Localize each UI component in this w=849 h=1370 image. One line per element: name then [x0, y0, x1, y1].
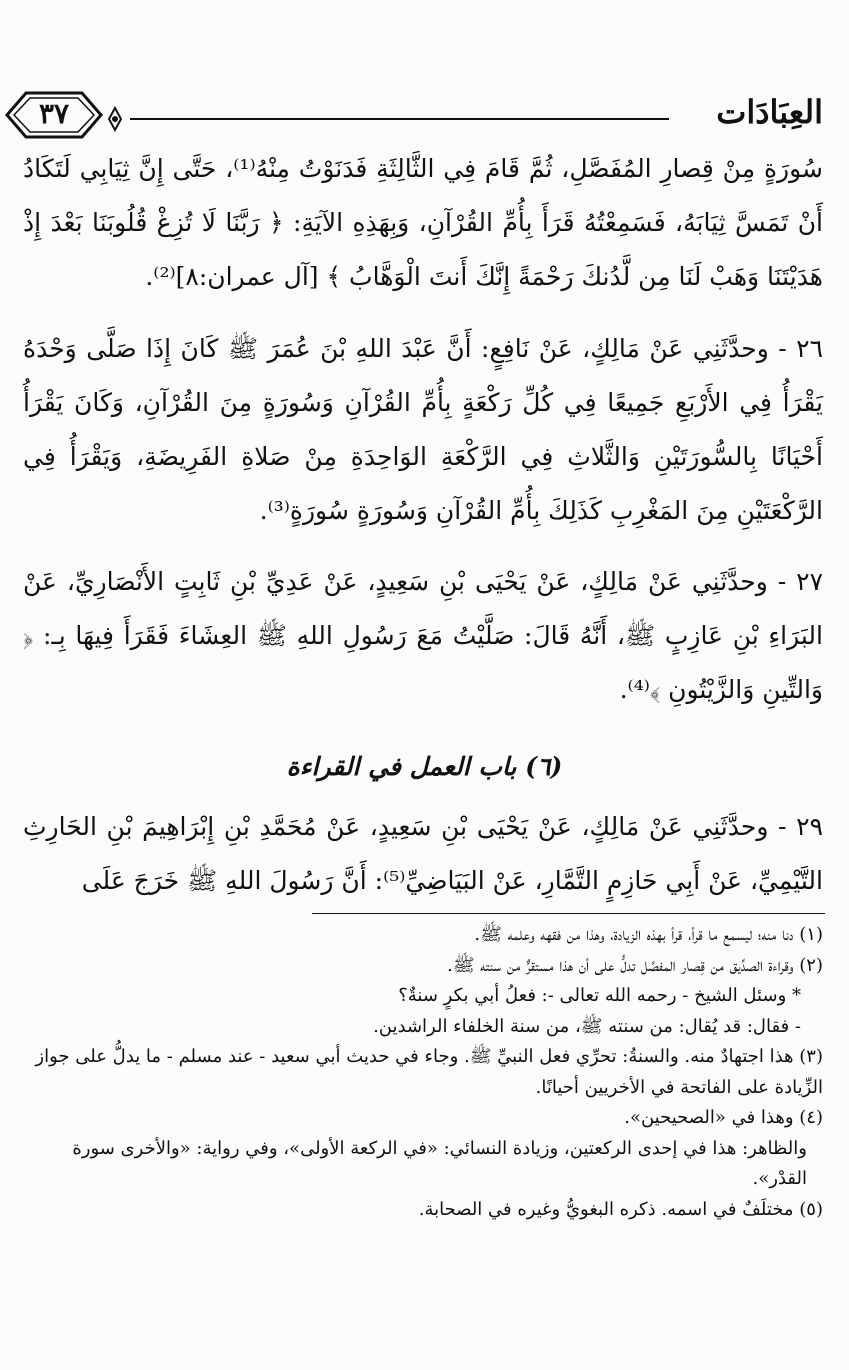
hadith-27 [23, 555, 823, 717]
paragraph-text: ٢٩ - وحدَّثَنِي عَنْ مَالِكٍ، عَنْ يَحْيَى بْنِ سَعِيدٍ، عَنْ مُحَمَّدِ بْنِ إِبْرَاهِيمَ بْنِ الحَارِثِ التَّيْمِيِّ، عَنْ أَبِي حَازِمٍ التَّمَّارِ، عَنْ البَيَاضِيِّ⁽⁵⁾: أَنَّ رَسُولَ اللهِ ﷺ خَرَجَ عَلَى [23, 812, 823, 895]
page-number: ٣٧ [38, 97, 70, 130]
running-header [0, 88, 849, 140]
footnote-separator [312, 913, 825, 914]
chapter-title: العِبَادَات [716, 93, 823, 131]
paragraph-text: ٢٧ - وحدَّثَنِي عَنْ مَالِكٍ، عَنْ يَحْيَى بْنِ سَعِيدٍ، عَنْ عَدِيِّ بْنِ ثَابِتٍ الأَنْصَارِيِّ، عَنْ البَرَاءِ بْنِ عَازِبٍ ﷺ، أَنَّهُ قَالَ: صَلَّيْتُ مَعَ رَسُولِ اللهِ ﷺ العِشَاءَ فَقَرَأَ فِيهَا بِـ: ﴿ وَالتِّينِ وَالزَّيْتُونِ ﴾⁽⁴⁾. [23, 567, 823, 704]
page-number-badge [4, 90, 104, 140]
hadith-29 [23, 800, 823, 908]
footnote-2-question: * وسئل الشيخ - رحمه الله تعالى -: فعلُ أبي بكرٍ سنةٌ؟ [398, 985, 801, 1006]
header-rule [130, 118, 669, 120]
footnote-5: (٥) مختلَفٌ في اسمه. ذكره البغويُّ وغيره في الصحابة. [418, 1198, 823, 1220]
footnote-1: (١) دنا منه؛ ليسمع ما قرأ، قرأ بهذه الزيادة، وهذا من فقهه وعلمه ﷺ. [474, 924, 823, 945]
paragraph-text: ٢٦ - وحدَّثَنِي عَنْ مَالِكٍ، عَنْ نَافِعٍ: أَنَّ عَبْدَ اللهِ بْنَ عُمَرَ ﷺ كَانَ إِذَا صَلَّى وَحْدَهُ يَقْرَأُ فِي الأَرْبَعِ جَمِيعًا فِي كُلِّ رَكْعَةٍ بِأُمِّ القُرْآنِ وَسُورَةٍ مِنَ القُرْآنِ، وَكَانَ يَقْرَأُ أَحْيَانًا بِالسُّورَتَيْنِ وَالثَّلاثِ فِي الرَّكْعَةِ الوَاحِدَةِ مِنْ صَلاةِ الفَرِيضَةِ، وَيَقْرَأُ فِي الرَّكْعَتَيْنِ مِنَ المَغْرِبِ كَذَلِكَ بِأُمِّ القُرْآنِ وَسُورَةٍ سُورَةٍ⁽³⁾. [23, 334, 823, 525]
footnote-2: (٢) وقراءة الصدِّيق من قِصار المفصَّل تدلُّ على أن هذا مستقرٌّ من سنته ﷺ. [447, 954, 823, 976]
paragraph-continuation [23, 142, 823, 304]
ornament-icon [102, 106, 128, 132]
footnote-2-answer: - فقال: قد يُقال: من سنته ﷺ، من سنة الخلفاء الراشدين. [373, 1015, 801, 1037]
footnotes [23, 920, 823, 1225]
footnote-4: (٤) وهذا في «الصحيحين». [624, 1107, 823, 1128]
section-heading: (٦) باب العمل في القراءة [286, 752, 563, 781]
hadith-26 [23, 322, 823, 538]
footnote-4-note: والظاهر: هذا في إحدى الركعتين، وزيادة النسائي: «في الركعة الأولى»، وفي رواية: «والأخرى سورة القدْر». [72, 1137, 807, 1189]
paragraph-text: سُورَةٍ مِنْ قِصارِ المُفَصَّلِ، ثُمَّ قَامَ فِي الثَّالِثَةِ فَدَنَوْتُ مِنْهُ⁽¹⁾، حَتَّى إِنَّ ثِيَابِي لَتَكَادُ أَنْ تَمَسَّ ثِيَابَهُ، فَسَمِعْتُهُ قَرَأَ بِأُمِّ القُرْآنِ، وَبِهَذِهِ الآيَةِ: ﴿ رَبَّنَا لَا تُزِغْ قُلُوبَنَا بَعْدَ إِذْ هَدَيْتَنَا وَهَبْ لَنَا مِن لَّدُنكَ رَحْمَةً إِنَّكَ أَنتَ الْوَهَّابُ ﴾ [آل عمران:٨]⁽²⁾. [23, 154, 823, 291]
footnote-3: (٣) هذا اجتهادٌ منه. والسنةُ: تحرِّي فعل النبيِّ ﷺ. وجاء في حديث أبي سعيد - عند مسلم - ما يدلُّ على جواز الزِّيادة على الفاتحة في الأخريين أحيانًا. [35, 1046, 823, 1098]
